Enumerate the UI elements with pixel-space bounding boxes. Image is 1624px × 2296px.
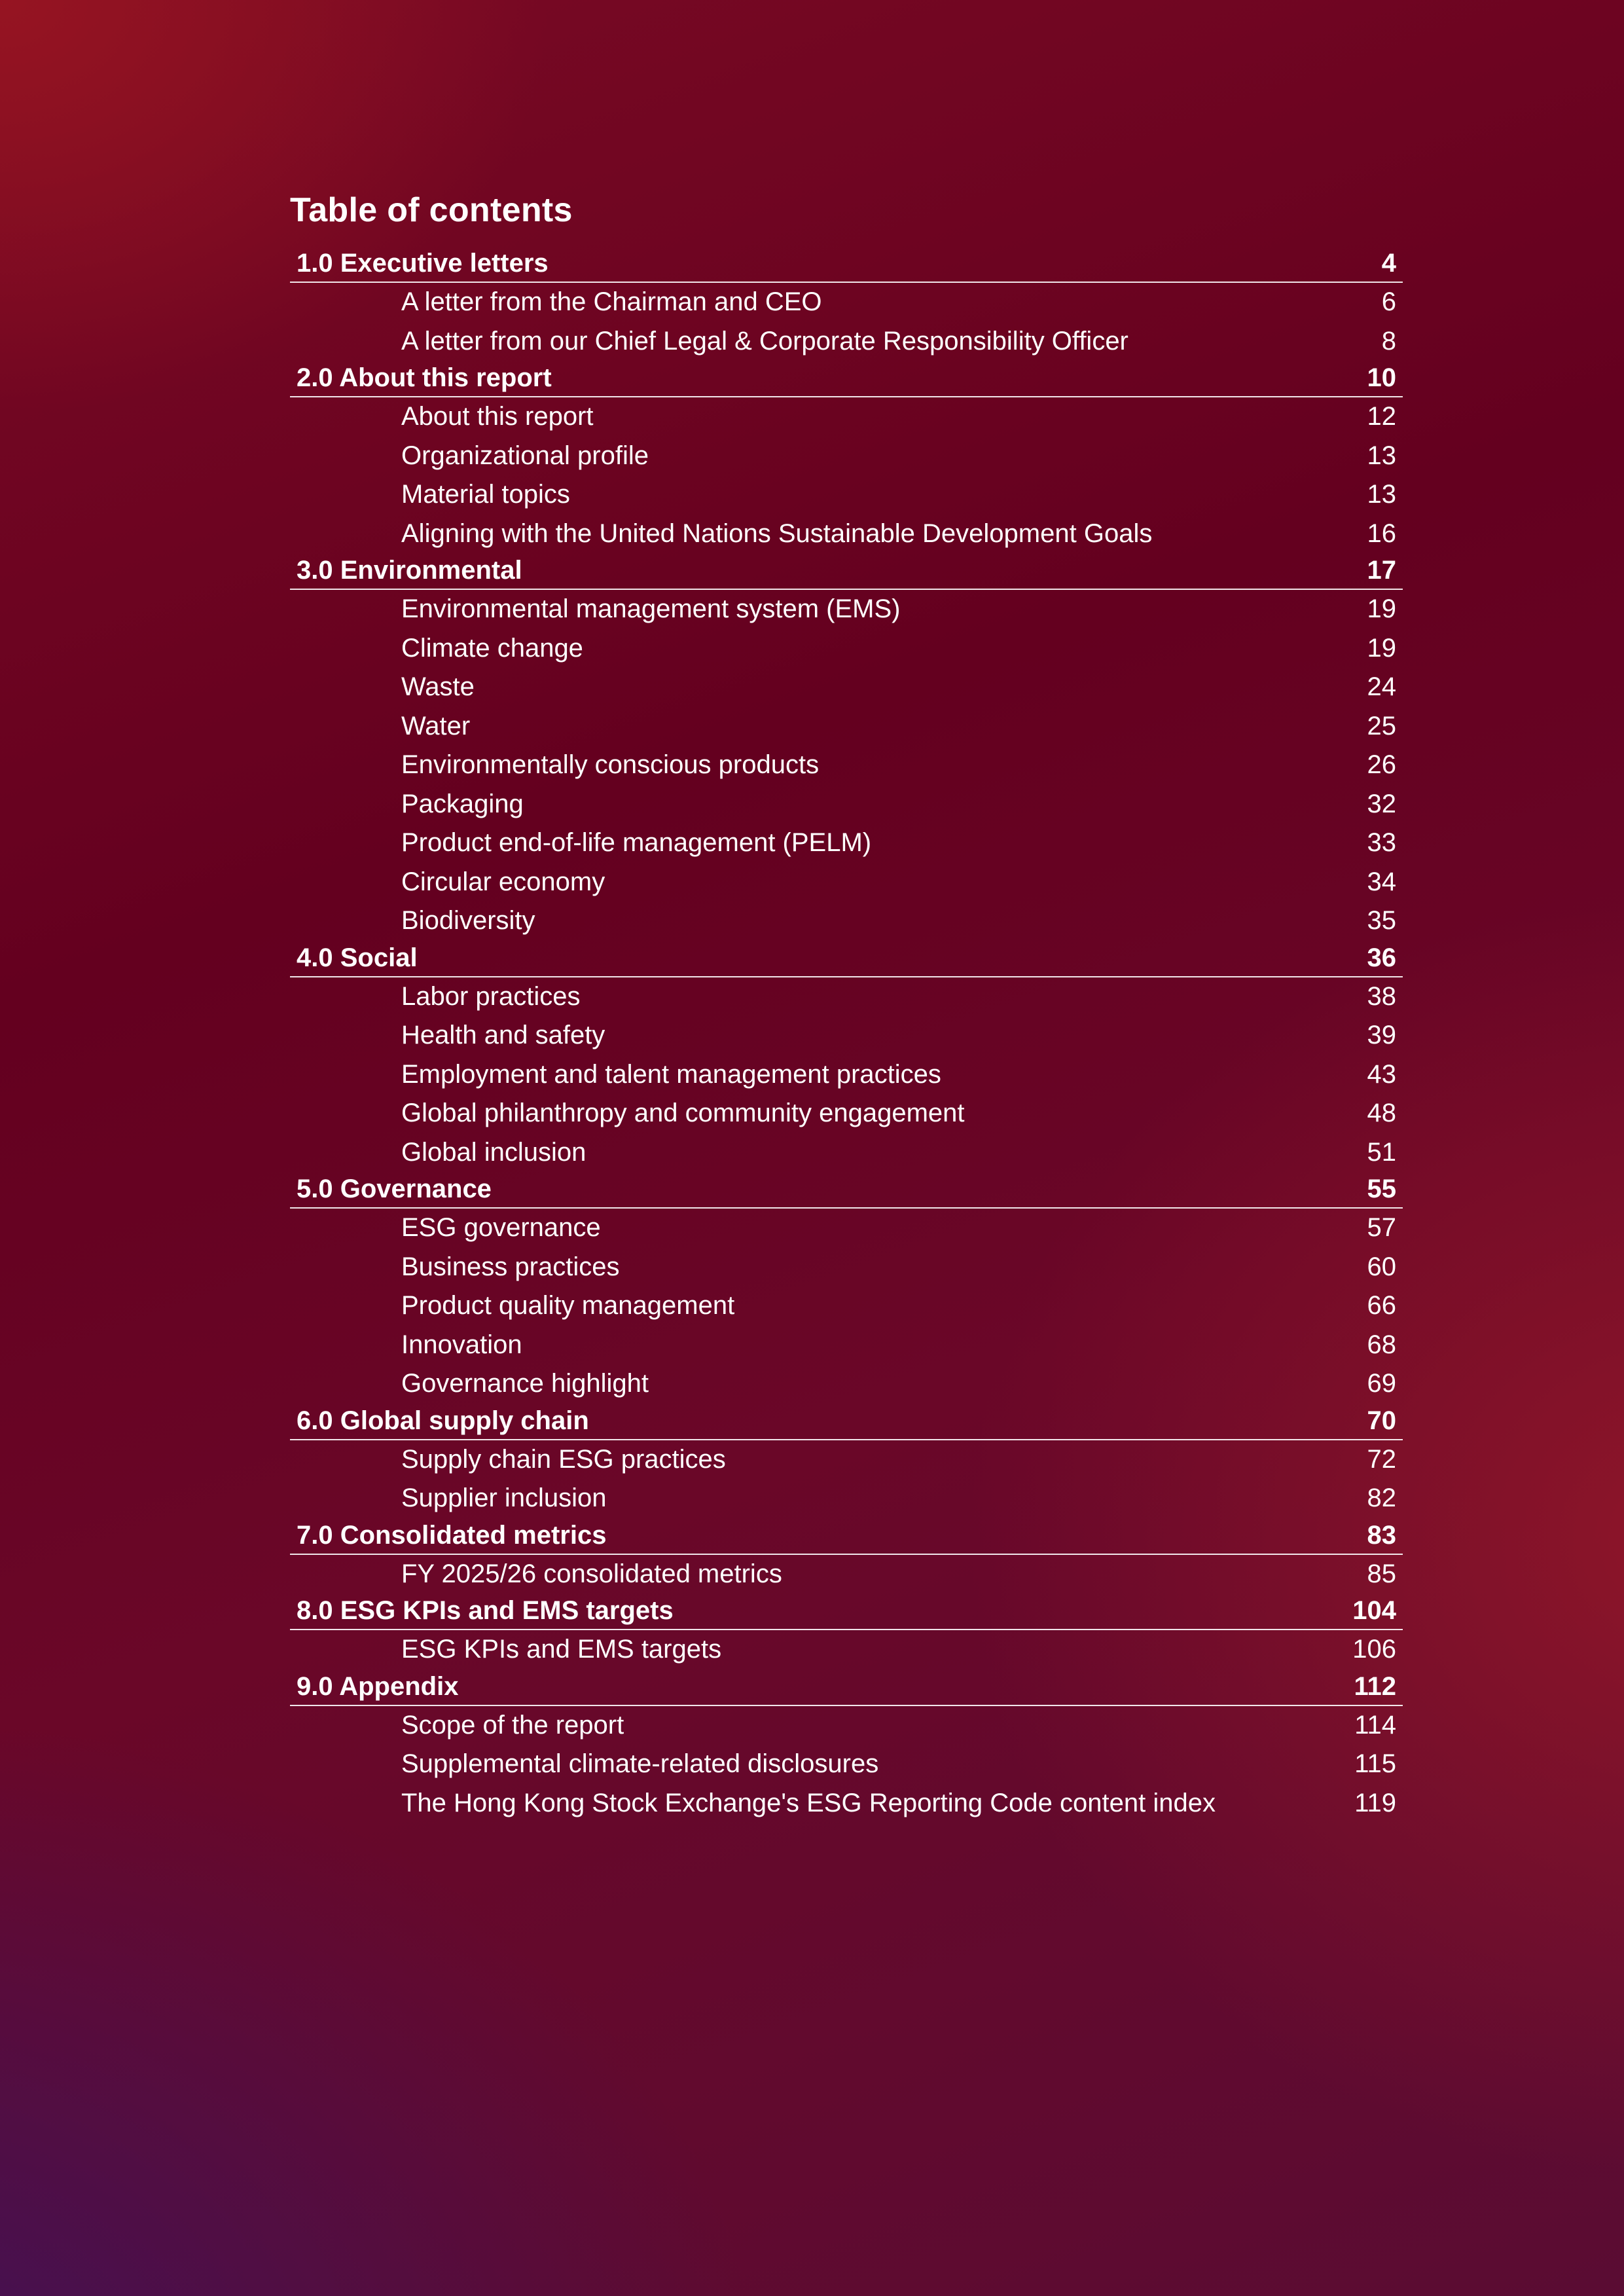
- toc-entry-link[interactable]: [290, 1745, 1403, 1784]
- toc-section-heading-link[interactable]: [290, 1669, 1403, 1706]
- toc-entry-link[interactable]: [290, 902, 1403, 941]
- toc-entry-link[interactable]: [290, 1555, 1403, 1594]
- toc-section-label: 4.0 Social: [297, 943, 418, 972]
- toc-entry-page-number: 26: [1367, 750, 1396, 779]
- toc-entry-page-number: 13: [1367, 441, 1396, 470]
- toc-section-label: 5.0 Governance: [297, 1175, 492, 1203]
- page-title: Table of contents: [290, 191, 573, 229]
- toc-entry-link[interactable]: [290, 590, 1403, 629]
- toc-entry-link[interactable]: [290, 863, 1403, 902]
- toc-entry-page-number: 16: [1367, 519, 1396, 548]
- toc-entry-label: Water: [401, 711, 471, 740]
- toc-section: [290, 246, 1403, 361]
- toc-entry-label: Environmentally conscious products: [401, 750, 820, 779]
- toc-entry-page-number: 6: [1381, 287, 1396, 316]
- toc-entry-page-number: 85: [1367, 1559, 1396, 1588]
- toc-entry-link[interactable]: [290, 1286, 1403, 1326]
- toc-section-page-number: 4: [1381, 249, 1396, 278]
- toc-entry-link[interactable]: [290, 1784, 1403, 1823]
- toc-section-heading-link[interactable]: [290, 553, 1403, 590]
- toc-entry-label: Global philanthropy and community engagement: [401, 1099, 965, 1127]
- toc-entry-label: Employment and talent management practices: [401, 1059, 941, 1089]
- toc-entry-label: Waste: [401, 672, 475, 701]
- toc-entry-label: Product end-of-life management (PELM): [401, 828, 872, 857]
- toc-entry-link[interactable]: [290, 977, 1403, 1017]
- toc-entry-link[interactable]: [290, 1209, 1403, 1248]
- toc-section-page-number: 36: [1367, 943, 1396, 972]
- toc-entry-label: Innovation: [401, 1330, 522, 1359]
- toc-entry-link[interactable]: [290, 1133, 1403, 1173]
- toc-section-page-number: 55: [1367, 1175, 1396, 1203]
- toc-entry-label: Climate change: [401, 633, 583, 663]
- toc-section-page-number: 104: [1352, 1596, 1396, 1625]
- toc-entry-page-number: 48: [1367, 1099, 1396, 1127]
- toc-entry-label: Circular economy: [401, 867, 605, 896]
- toc-entry-label: Organizational profile: [401, 441, 649, 470]
- toc-entry-label: Scope of the report: [401, 1710, 624, 1740]
- toc-entry-link[interactable]: [290, 1248, 1403, 1287]
- toc-section-heading-link[interactable]: [290, 1594, 1403, 1630]
- toc-section: [290, 941, 1403, 1173]
- toc-entry-label: Health and safety: [401, 1021, 605, 1049]
- toc-entry-page-number: 114: [1354, 1710, 1396, 1740]
- toc-section-page-number: 70: [1367, 1406, 1396, 1435]
- toc-entry-link[interactable]: [290, 824, 1403, 863]
- toc-entry-page-number: 43: [1367, 1059, 1396, 1089]
- toc-entry-label: Governance highlight: [401, 1369, 649, 1398]
- toc-entry-page-number: 82: [1367, 1484, 1396, 1512]
- toc-entry-page-number: 39: [1367, 1021, 1396, 1049]
- toc-entry-link[interactable]: [290, 322, 1403, 361]
- toc-entry-page-number: 32: [1367, 789, 1396, 818]
- toc-entry-page-number: 57: [1367, 1213, 1396, 1242]
- toc-entry-label: Supplier inclusion: [401, 1484, 607, 1512]
- toc-entry-link[interactable]: [290, 707, 1403, 746]
- toc-section: [290, 1172, 1403, 1404]
- toc-entry-link[interactable]: [290, 785, 1403, 824]
- toc-entry-label: Product quality management: [401, 1291, 735, 1320]
- toc-entry-label: Packaging: [401, 789, 524, 818]
- toc-entry-page-number: 8: [1381, 326, 1396, 355]
- toc-entry-page-number: 72: [1367, 1444, 1396, 1474]
- toc-section-label: 9.0 Appendix: [297, 1671, 459, 1701]
- toc-entry-link[interactable]: [290, 629, 1403, 668]
- toc-section-label: 1.0 Executive letters: [297, 249, 549, 278]
- toc-section-heading-link[interactable]: [290, 1518, 1403, 1555]
- toc-entry-page-number: 68: [1367, 1330, 1396, 1359]
- toc-entry-label: Global inclusion: [401, 1137, 586, 1167]
- toc-section-label: 2.0 About this report: [297, 363, 552, 392]
- toc-entry-link[interactable]: [290, 1016, 1403, 1055]
- toc-entry-page-number: 60: [1367, 1252, 1396, 1281]
- toc-entry-link[interactable]: [290, 437, 1403, 476]
- toc-section-label: 3.0 Environmental: [297, 556, 522, 585]
- toc-entry-page-number: 51: [1367, 1137, 1396, 1167]
- toc-entry-page-number: 35: [1367, 906, 1396, 935]
- toc-entry-link[interactable]: [290, 1326, 1403, 1365]
- toc-entry-link[interactable]: [290, 475, 1403, 515]
- toc-section: [290, 1594, 1403, 1669]
- toc-section-page-number: 83: [1367, 1520, 1396, 1550]
- toc-entry-page-number: 69: [1367, 1369, 1396, 1398]
- toc-section-heading-link[interactable]: [290, 246, 1403, 283]
- toc-section-heading-link[interactable]: [290, 1172, 1403, 1209]
- toc-entry-page-number: 13: [1367, 480, 1396, 509]
- toc-entry-page-number: 12: [1367, 402, 1396, 431]
- toc-section: [290, 1518, 1403, 1594]
- toc-entry-label: ESG governance: [401, 1213, 601, 1242]
- toc-entry-label: A letter from our Chief Legal & Corporate Responsibility Officer: [401, 326, 1128, 355]
- toc-entry-link[interactable]: [290, 1055, 1403, 1095]
- toc-entry-label: Supply chain ESG practices: [401, 1444, 726, 1474]
- toc-entry-page-number: 25: [1367, 711, 1396, 740]
- toc-entry-link[interactable]: [290, 1094, 1403, 1133]
- toc-entry-label: Business practices: [401, 1252, 620, 1281]
- toc-entry-page-number: 115: [1354, 1749, 1396, 1778]
- toc-entry-page-number: 119: [1354, 1788, 1396, 1817]
- toc-entry-link[interactable]: [290, 1706, 1403, 1745]
- toc-section: [290, 361, 1403, 553]
- toc-entry-label: Supplemental climate-related disclosures: [401, 1749, 879, 1778]
- toc-entry-link[interactable]: [290, 283, 1403, 322]
- toc-section: [290, 1404, 1403, 1518]
- toc-entry-link[interactable]: [290, 1630, 1403, 1669]
- table-of-contents: [290, 189, 1403, 1823]
- toc-section-heading-link[interactable]: [290, 941, 1403, 977]
- toc-section-page-number: 112: [1354, 1671, 1396, 1701]
- toc-entry-link[interactable]: [290, 397, 1403, 437]
- toc-entry-label: Environmental management system (EMS): [401, 594, 901, 623]
- toc-section-page-number: 17: [1367, 556, 1396, 585]
- toc-entry-link[interactable]: [290, 746, 1403, 785]
- toc-entry-label: Biodiversity: [401, 906, 535, 935]
- toc-entry-label: A letter from the Chairman and CEO: [401, 287, 822, 316]
- toc-entry-label: Aligning with the United Nations Sustainable Development Goals: [401, 519, 1153, 548]
- toc-section-heading-link[interactable]: [290, 361, 1403, 397]
- toc-entry-link[interactable]: [290, 668, 1403, 707]
- toc-section-heading-link[interactable]: [290, 1404, 1403, 1440]
- toc-entry-link[interactable]: [290, 1479, 1403, 1518]
- toc-entry-label: Material topics: [401, 480, 570, 509]
- toc-entry-link[interactable]: [290, 1440, 1403, 1480]
- toc-entry-label: FY 2025/26 consolidated metrics: [401, 1559, 782, 1588]
- toc-entry-page-number: 33: [1367, 828, 1396, 857]
- toc-entry-label: About this report: [401, 402, 594, 431]
- toc-section-label: 8.0 ESG KPIs and EMS targets: [297, 1596, 674, 1625]
- toc-section-label: 6.0 Global supply chain: [297, 1406, 589, 1435]
- toc-section: [290, 553, 1403, 941]
- toc-section-label: 7.0 Consolidated metrics: [297, 1520, 607, 1550]
- toc-entry-page-number: 19: [1367, 594, 1396, 623]
- toc-entry-page-number: 24: [1367, 672, 1396, 701]
- toc-entry-page-number: 19: [1367, 633, 1396, 663]
- toc-entry-label: Labor practices: [401, 981, 581, 1011]
- toc-list: [290, 246, 1403, 1823]
- toc-entry-page-number: 34: [1367, 867, 1396, 896]
- toc-entry-link[interactable]: [290, 1364, 1403, 1404]
- toc-entry-page-number: 38: [1367, 981, 1396, 1011]
- toc-section-page-number: 10: [1367, 363, 1396, 392]
- toc-section: [290, 1669, 1403, 1823]
- toc-entry-label: ESG KPIs and EMS targets: [401, 1635, 722, 1664]
- toc-entry-link[interactable]: [290, 515, 1403, 554]
- toc-entry-page-number: 66: [1367, 1291, 1396, 1320]
- toc-entry-page-number: 106: [1352, 1635, 1396, 1664]
- toc-entry-label: The Hong Kong Stock Exchange's ESG Reporting Code content index: [401, 1788, 1216, 1817]
